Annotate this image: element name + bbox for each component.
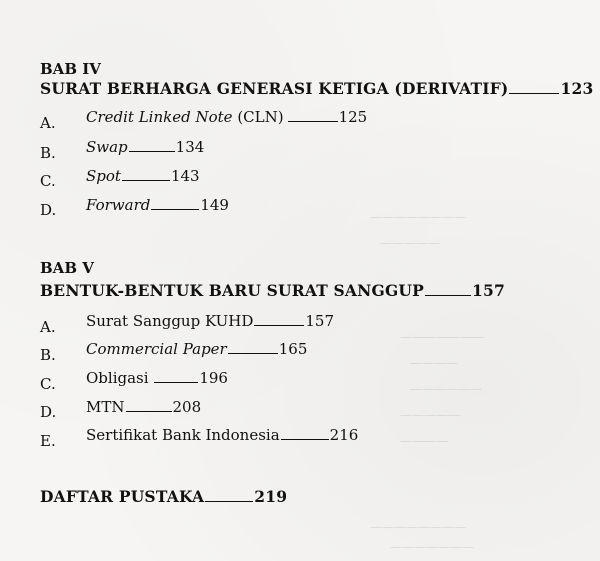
bleed-through-artifact: ——————— <box>400 330 484 344</box>
entry-page: 134 <box>175 138 205 156</box>
entry-title: Swap <box>86 138 128 156</box>
entry-title: Commercial Paper <box>86 340 227 358</box>
toc-entry-surat-sanggup <box>86 312 334 330</box>
leader-line <box>126 398 172 412</box>
bab-4-title: SURAT BERHARGA GENERASI KETIGA (DERIVATIF) <box>40 79 509 98</box>
item-letter: D. <box>40 201 57 219</box>
toc-entry-mtn <box>86 398 201 416</box>
leader-line <box>509 80 559 94</box>
entry-title: MTN <box>86 398 125 416</box>
entry-title: Spot <box>86 167 121 185</box>
item-letter: B. <box>40 346 56 364</box>
toc-entry-spot <box>86 167 200 185</box>
toc-entry-cln <box>86 108 367 126</box>
bab-5-title-row <box>40 282 505 300</box>
daftar-pustaka-page: 219 <box>254 487 288 506</box>
entry-page: 216 <box>329 426 359 444</box>
entry-page: 149 <box>200 196 229 214</box>
entry-page: 157 <box>305 312 335 330</box>
bleed-through-artifact: ———————— <box>370 210 466 224</box>
toc-entry-swap <box>86 138 204 156</box>
bab-4-title-row <box>40 80 593 98</box>
bleed-through-artifact: ————— <box>380 236 440 250</box>
leader-line <box>228 340 278 354</box>
toc-entry-commercial-paper <box>86 340 307 358</box>
bleed-through-artifact: ———— <box>400 434 448 448</box>
entry-page: 208 <box>172 398 202 416</box>
leader-line <box>281 426 329 440</box>
leader-line <box>205 488 253 502</box>
item-letter: C. <box>40 375 56 393</box>
entry-title: Forward <box>86 196 151 214</box>
bleed-through-artifact: —————— <box>410 382 482 396</box>
entry-title: Credit Linked Note <box>86 108 233 126</box>
item-letter: A. <box>40 114 56 132</box>
bleed-through-artifact: ——————— <box>390 540 474 554</box>
bab-5-title-page: 157 <box>471 281 505 300</box>
entry-title: Surat Sanggup KUHD <box>86 312 254 330</box>
item-letter: A. <box>40 318 56 336</box>
bab-5-label: BAB V <box>40 259 94 277</box>
toc-entry-sbi <box>86 426 358 444</box>
toc-entry-forward <box>86 196 229 214</box>
leader-line <box>254 312 304 326</box>
bab-4-label: BAB IV <box>40 60 101 78</box>
entry-page: 165 <box>278 340 308 358</box>
leader-line <box>129 138 175 152</box>
bleed-through-artifact: ———— <box>410 356 458 370</box>
entry-page: 196 <box>199 369 228 387</box>
daftar-pustaka-row <box>40 488 287 506</box>
leader-line <box>151 196 199 210</box>
bab-5-title: BENTUK-BENTUK BARU SURAT SANGGUP <box>40 281 424 300</box>
leader-line <box>154 369 198 383</box>
daftar-pustaka-title: DAFTAR PUSTAKA <box>40 487 205 506</box>
entry-title: Sertifikat Bank Indonesia <box>86 426 280 444</box>
entry-page: 125 <box>338 108 368 126</box>
toc-entry-obligasi <box>86 369 228 387</box>
bab-4-title-page: 123 <box>560 79 594 98</box>
entry-page: 143 <box>170 167 200 185</box>
bleed-through-artifact: ————— <box>400 408 460 422</box>
item-letter: D. <box>40 403 57 421</box>
bleed-through-artifact: ———————— <box>370 520 466 534</box>
leader-line <box>288 108 338 122</box>
entry-title: Obligasi <box>86 369 154 387</box>
leader-line <box>122 167 170 181</box>
item-letter: C. <box>40 172 56 190</box>
entry-suffix: (CLN) <box>232 108 284 126</box>
item-letter: E. <box>40 432 56 450</box>
leader-line <box>425 282 471 296</box>
item-letter: B. <box>40 144 56 162</box>
